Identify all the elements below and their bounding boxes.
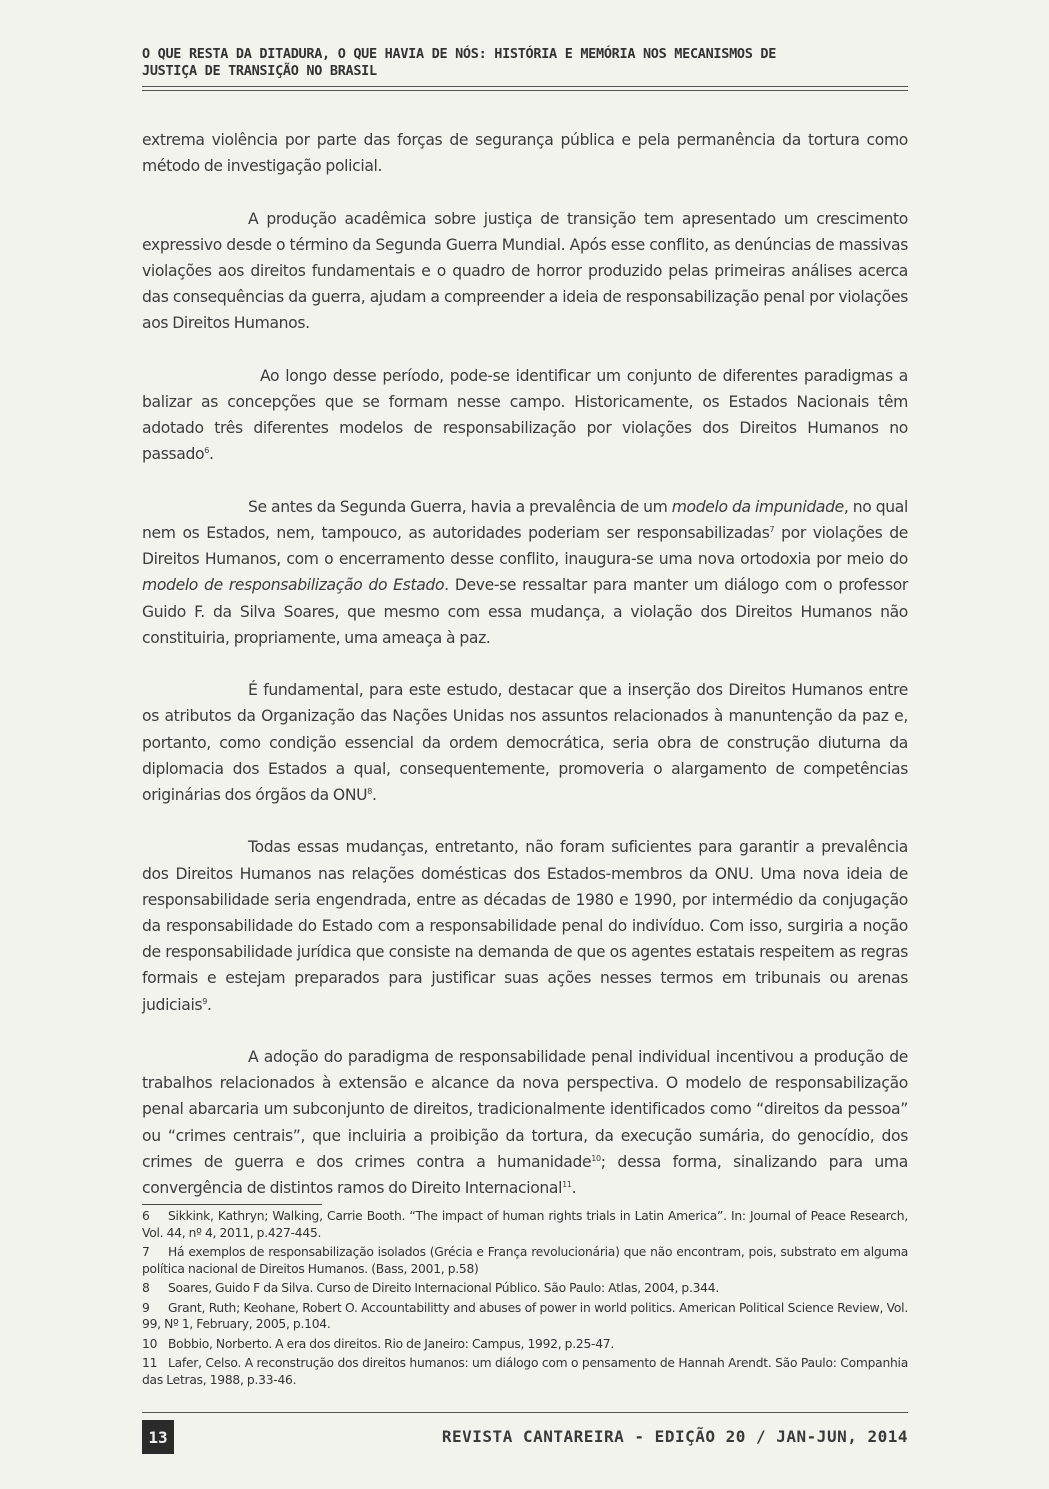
paragraph-3: Ao longo desse período, pode-se identificar um conjunto de diferentes paradigmas a balizar as concepções que se formam nesse campo. Historicamente, os Estados Nacionais têm adotado três diferentes modelos de responsabilização por violações dos Direitos Humanos no passado$^6$. <box>142 366 908 464</box>
footnote-text: Há exemplos de responsabilização isolados (Grécia e França revolucionária) que não encontram, pois, substrato em alguma política nacional de Direitos Humanos. (Bass, 2001, p.58) <box>142 1245 908 1276</box>
footer-rule <box>142 1412 908 1413</box>
footnote-number: 10 <box>142 1336 158 1351</box>
footnote-text: Grant, Ruth; Keohane, Robert O. Accountabilitty and abuses of power in world politics. American Political Science Review, Vol. 99, Nº 1, February, 2005, p.104. <box>142 1300 908 1331</box>
footnote-separator <box>142 1204 322 1205</box>
footnote-text: Lafer, Celso. A reconstrução dos direitos humanos: um diálogo com o pensamento de Hannah Arendt. São Paulo: Companhia das Letras, 1988, p.33-46. <box>142 1356 908 1387</box>
footnote-ref-11[interactable]: 11 <box>562 1179 572 1189</box>
footnote-number: 6 <box>142 1209 150 1223</box>
running-header <box>142 46 908 80</box>
header-title-line2: JUSTIÇA DE TRANSIÇÃO NO BRASIL <box>142 63 377 79</box>
footnote-number: 11 <box>142 1356 158 1370</box>
page-number: 13 <box>142 1420 174 1454</box>
paragraph-7: A adoção do paradigma de responsabilidade penal individual incentivou a produção de trabalhos relacionados à extensão e alcance da nova perspectiva. O modelo de responsabilização penal abarcaria um subconjunto de direitos, tradicionalmente identificados como “direitos da pessoa” ou “crimes centrais”, que incluiria a proibição da tortura, da execução sumária, do genocídio, dos crimes de guerra e dos crimes contra a humanidade$^{10}$; dessa forma, sinalizando para uma convergência de distintos ramos do Direito Internacional$^{11}$. <box>142 1048 908 1198</box>
footnote-ref-9[interactable]: 9 <box>202 996 207 1006</box>
footnote-item <box>142 1244 908 1277</box>
footnote-number: 8 <box>142 1281 150 1295</box>
footnotes <box>142 1208 908 1391</box>
paragraph-2: A produção acadêmica sobre justiça de transição tem apresentado um crescimento expressivo desde o término da Segunda Guerra Mundial. Após esse conflito, as denúncias de massivas violações aos direitos fundamentais e o quadro de horror produzido pelas primeiras análises acerca das consequências da guerra, ajudam a compreender a ideia de responsabilização penal por violações aos Direitos Humanos. <box>142 209 908 333</box>
footnote-text: Soares, Guido F da Silva. Curso de Direito Internacional Público. São Paulo: Atlas, 2004, p.344. <box>168 1281 719 1295</box>
article-body <box>142 127 908 1201</box>
footnote-item <box>142 1300 908 1333</box>
footnote-item <box>142 1336 908 1353</box>
footnote-ref-6[interactable]: 6 <box>204 446 209 456</box>
journal-footer: REVISTA CANTAREIRA - EDIÇÃO 20 / JAN-JUN, 2014 <box>441 1427 908 1446</box>
paragraph-6: Todas essas mudanças, entretanto, não foram suficientes para garantir a prevalência dos Direitos Humanos nas relações domésticas dos Estados-membros da ONU. Uma nova ideia de responsabilidade seria engendrada, entre as décadas de 1980 e 1990, por intermédio da conjugação da responsabilidade do Estado com a responsabilidade penal do indivíduo. Com isso, surgiria a noção de responsabilidade jurídica que consiste na demanda de que os agentes estatais respeitem as regras formais e estejam preparados para justificar suas ações nesses termos em tribunais ou arenas judiciais$^9$. <box>142 838 908 1014</box>
header-rule <box>142 86 908 87</box>
footnote-text: Bobbio, Norberto. A era dos direitos. Rio de Janeiro: Campus, 1992, p.25-47. <box>168 1336 615 1351</box>
paragraph-5: É fundamental, para este estudo, destacar que a inserção dos Direitos Humanos entre os atributos da Organização das Nações Unidas nos assuntos relacionados à manuntenção da paz e, portanto, como condição essencial da ordem democrática, seria obra de construção diuturna da diplomacia dos Estados a qual, consequentemente, promoveria o alargamento de competências originárias dos órgãos da ONU$^8$. <box>142 681 908 805</box>
footnote-item <box>142 1355 908 1388</box>
footnote-ref-7[interactable]: 7 <box>769 524 775 534</box>
header-title-line1: O QUE RESTA DA DITADURA, O QUE HAVIA DE NÓS: HISTÓRIA E MEMÓRIA NOS MECANISMOS DE <box>142 46 777 62</box>
footnote-item <box>142 1208 908 1241</box>
footnote-text: Sikkink, Kathryn; Walking, Carrie Booth. “The impact of human rights trials in Latin America”. In: Journal of Peace Research, Vol. 44, nº 4, 2011, p.427-445. <box>142 1209 908 1240</box>
footnote-number: 9 <box>142 1300 150 1315</box>
footnote-ref-10[interactable]: 10 <box>591 1153 601 1163</box>
footnote-item <box>142 1280 908 1297</box>
footnote-number: 7 <box>142 1245 150 1259</box>
paragraph-4: Se antes da Segunda Guerra, havia a prevalência de um modelo da impunidade, no qual nem os Estados, nem, tampouco, as autoridades poderiam ser responsabilizadas$^7$ por violações de Direitos Humanos, com o encerramento desse conflito, inaugura-se uma nova ortodoxia por meio do modelo de responsabilização do Estado. Deve-se ressaltar para manter um diálogo com o professor Guido F. da Silva Soares, que mesmo com essa mudança, a violação dos Direitos Humanos não constituiria, propriamente, uma ameaça à paz. <box>142 497 908 647</box>
header-rule-double <box>142 90 908 91</box>
paragraph-1: extrema violência por parte das forças de segurança pública e pela permanência da tortura como método de investigação policial. <box>142 131 908 176</box>
footnote-ref-8[interactable]: 8 <box>367 786 372 796</box>
